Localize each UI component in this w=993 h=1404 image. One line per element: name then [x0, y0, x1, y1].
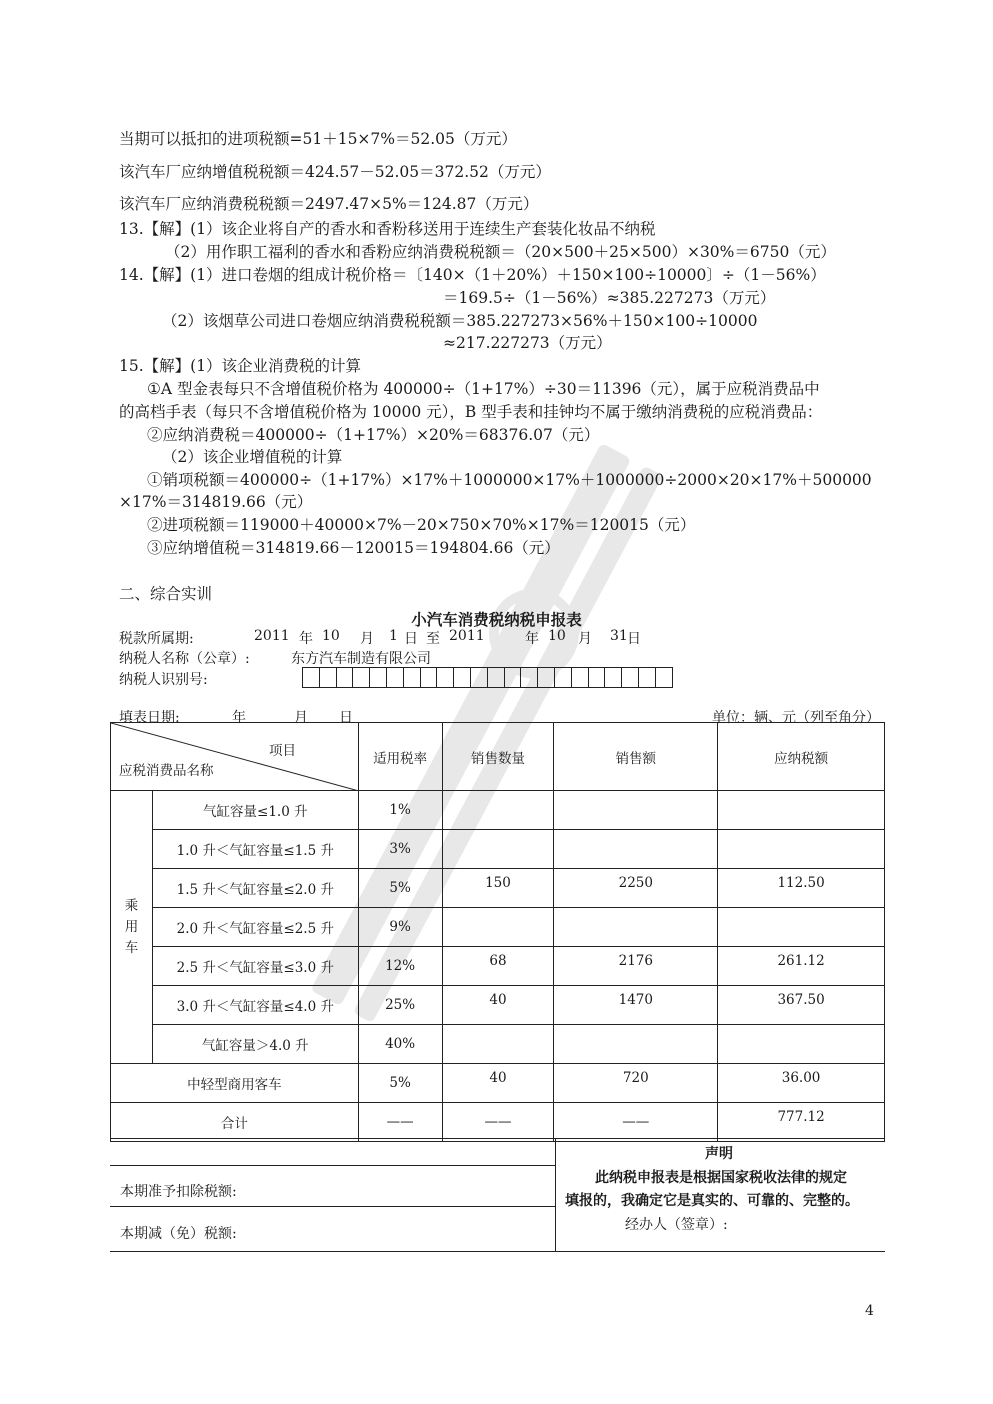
- row-tax[interactable]: [718, 908, 885, 947]
- year-char: 年: [299, 631, 313, 647]
- table-row: [111, 869, 885, 908]
- form-title: 小汽车消费税纳税申报表: [411, 610, 582, 629]
- day-char: 日: [627, 631, 641, 647]
- taxpayer-id-label: 纳税人识别号:: [119, 672, 208, 688]
- row-name: 1.0 升＜气缸容量≤1.5 升: [152, 830, 358, 869]
- divider: [555, 1139, 556, 1251]
- period-from-day: 1: [389, 628, 398, 644]
- row-amount[interactable]: 2176: [554, 947, 718, 986]
- row-amount[interactable]: [554, 791, 718, 830]
- text-line: 15.【解】(1）该企业消费税的计算: [119, 357, 362, 375]
- text-line: 的高档手表（每只不含增值税价格为 10000 元），B 型手表和挂钟均不属于缴纳消费税的应税消费品：: [119, 403, 823, 421]
- table-row-commercial: [111, 1064, 885, 1103]
- row-amount[interactable]: 2250: [554, 869, 718, 908]
- text-line: 当期可以抵扣的进项税额=51＋15×7%＝52.05（万元）: [119, 130, 517, 148]
- row-rate: 3%: [358, 830, 442, 869]
- declaration-title: 声明: [705, 1146, 733, 1162]
- tax-form-table: [110, 722, 885, 1142]
- taxpayer-name: 东方汽车制造有限公司: [291, 651, 431, 667]
- row-tax[interactable]: 36.00: [718, 1064, 885, 1103]
- year-char: 年: [525, 631, 539, 647]
- text-line: （2）该烟草公司进口卷烟应纳消费税税额＝385.227273×56%＋150×100÷10000: [162, 312, 758, 330]
- header-diagonal-cell: [111, 723, 359, 791]
- fill-year: 年: [232, 710, 246, 726]
- total-rate: ——: [358, 1103, 442, 1142]
- row-quantity[interactable]: [442, 1025, 554, 1064]
- taxpayer-name-label: 纳税人名称（公章）:: [119, 651, 250, 667]
- agent-label: 经办人（签章）:: [625, 1217, 728, 1233]
- period-from-year: 2011: [254, 628, 290, 644]
- row-tax[interactable]: 367.50: [718, 986, 885, 1025]
- text-line: ②进项税额＝119000＋40000×7%－20×750×70%×17%＝120015（元）: [147, 516, 696, 534]
- row-rate: 25%: [358, 986, 442, 1025]
- header-quantity: 销售数量: [442, 723, 554, 791]
- period-from-month: 10: [322, 628, 340, 644]
- row-rate: 40%: [358, 1025, 442, 1064]
- fill-day: 日: [339, 710, 353, 726]
- table-row: [111, 1025, 885, 1064]
- table-row: [111, 791, 885, 830]
- row-name: 气缸容量≤1.0 升: [152, 791, 358, 830]
- reduce-label: 本期减（免）税额:: [120, 1226, 237, 1242]
- row-name: 气缸容量＞4.0 升: [152, 1025, 358, 1064]
- row-quantity[interactable]: 40: [442, 1064, 554, 1103]
- group-label: 乘用车: [124, 897, 139, 956]
- row-quantity[interactable]: 40: [442, 986, 554, 1025]
- header-item: 项目: [269, 743, 296, 759]
- row-name: 2.0 升＜气缸容量≤2.5 升: [152, 908, 358, 947]
- row-quantity[interactable]: [442, 791, 554, 830]
- text-line: ①销项税额＝400000÷（1+17%）×17%＋1000000×17%＋1000000÷2000×20×17%＋500000: [147, 471, 872, 489]
- row-quantity[interactable]: [442, 908, 554, 947]
- total-name: 合计: [111, 1103, 359, 1142]
- header-tax: 应纳税额: [718, 723, 885, 791]
- text-line: 该汽车厂应纳消费税税额＝2497.47×5%＝124.87（万元）: [119, 195, 539, 213]
- period-to-month: 10: [548, 628, 566, 644]
- row-rate: 1%: [358, 791, 442, 830]
- deduct-label: 本期准予扣除税额:: [120, 1184, 237, 1200]
- divider: [110, 1206, 555, 1207]
- section-title: 二、综合实训: [119, 585, 213, 603]
- row-rate: 5%: [358, 869, 442, 908]
- taxpayer-id-boxes[interactable]: [303, 667, 673, 688]
- text-line: （2）用作职工福利的香水和香粉应纳消费税税额＝（20×500＋25×500）×30%＝6750（元）: [165, 243, 836, 261]
- row-amount[interactable]: [554, 830, 718, 869]
- diagonal-line: [111, 723, 359, 791]
- row-quantity[interactable]: 68: [442, 947, 554, 986]
- text-line: ×17%＝314819.66（元）: [119, 493, 313, 511]
- table-row-total: [111, 1103, 885, 1142]
- month-char: 月: [578, 631, 592, 647]
- text-line: （2）该企业增值税的计算: [162, 448, 343, 466]
- row-amount[interactable]: 1470: [554, 986, 718, 1025]
- row-name: 3.0 升＜气缸容量≤4.0 升: [152, 986, 358, 1025]
- table-row: [111, 986, 885, 1025]
- row-tax[interactable]: [718, 1025, 885, 1064]
- fill-date-label: 填表日期:: [119, 710, 180, 726]
- to-char: 至: [426, 631, 440, 647]
- row-tax[interactable]: [718, 791, 885, 830]
- total-quantity: ——: [442, 1103, 554, 1142]
- header-product-name: 应税消费品名称: [119, 763, 214, 779]
- text-line: 14.【解】(1）进口卷烟的组成计税价格＝〔140×（1＋20%）＋150×100÷10000〕÷（1－56%）: [119, 266, 826, 284]
- period-to-year: 2011: [449, 628, 485, 644]
- divider: [110, 1165, 555, 1166]
- row-amount[interactable]: [554, 908, 718, 947]
- total-amount: ——: [554, 1103, 718, 1142]
- row-quantity[interactable]: 150: [442, 869, 554, 908]
- header-amount: 销售额: [554, 723, 718, 791]
- header-rate: 适用税率: [358, 723, 442, 791]
- unit-label: 单位：辆、元（列至角分）: [712, 710, 880, 726]
- declaration-line2: 填报的，我确定它是真实的、可靠的、完整的。: [565, 1193, 859, 1209]
- table-row: [111, 908, 885, 947]
- declaration-line1: 此纳税申报表是根据国家税收法律的规定: [595, 1170, 847, 1186]
- row-name: 2.5 升＜气缸容量≤3.0 升: [152, 947, 358, 986]
- row-amount[interactable]: [554, 1025, 718, 1064]
- table-row: [111, 947, 885, 986]
- text-line: ＝169.5÷（1－56%）≈385.227273（万元）: [443, 289, 776, 307]
- table-row: [111, 830, 885, 869]
- row-name: 1.5 升＜气缸容量≤2.0 升: [152, 869, 358, 908]
- row-tax[interactable]: [718, 830, 885, 869]
- period-to-day: 31: [610, 628, 628, 644]
- text-line: 该汽车厂应纳增值税税额＝424.57－52.05＝372.52（万元）: [119, 163, 551, 181]
- text-line: ②应纳消费税＝400000÷（1+17%）×20%＝68376.07（元）: [147, 426, 600, 444]
- fill-month: 月: [294, 710, 308, 726]
- text-line: ①A 型金表每只不含增值税价格为 400000÷（1+17%）÷30＝11396（元），属于应税消费品中: [147, 380, 820, 398]
- row-rate: 9%: [358, 908, 442, 947]
- group-label-cell: [111, 791, 153, 1064]
- total-tax[interactable]: 777.12: [718, 1103, 885, 1142]
- page-number: 4: [865, 1303, 874, 1319]
- bottom-section: [110, 1138, 885, 1252]
- text-line: ③应纳增值税＝314819.66－120015＝194804.66（元）: [147, 539, 560, 557]
- row-rate: 12%: [358, 947, 442, 986]
- row-amount[interactable]: 720: [554, 1064, 718, 1103]
- row-rate: 5%: [358, 1064, 442, 1103]
- row-quantity[interactable]: [442, 830, 554, 869]
- month-char: 月: [360, 631, 374, 647]
- text-line: 13.【解】(1）该企业将自产的香水和香粉移送用于连续生产套装化妆品不纳税: [119, 220, 656, 238]
- row-tax[interactable]: 261.12: [718, 947, 885, 986]
- text-line: ≈217.227273（万元）: [443, 334, 612, 352]
- period-label: 税款所属期:: [119, 631, 194, 647]
- row-tax[interactable]: 112.50: [718, 869, 885, 908]
- day-char: 日: [404, 631, 418, 647]
- row-name: 中轻型商用客车: [111, 1064, 359, 1103]
